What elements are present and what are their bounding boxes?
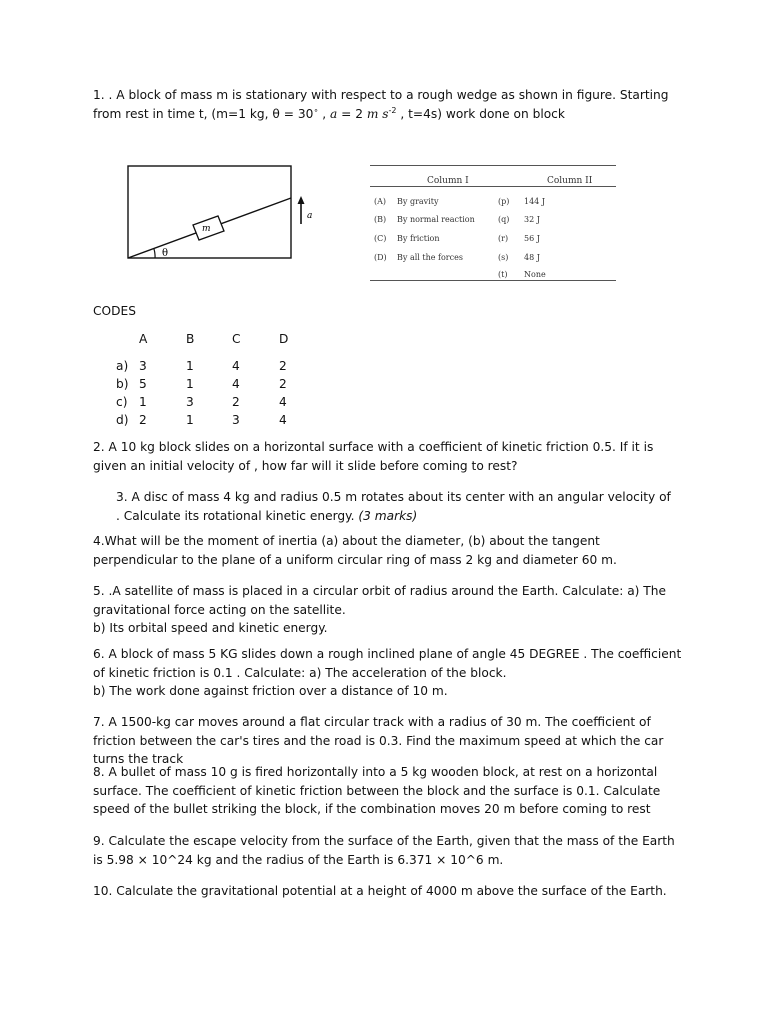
- codes-row-label: c): [116, 395, 128, 409]
- codes-cell: 2: [279, 359, 287, 373]
- codes-cell: 4: [232, 359, 240, 373]
- question-9: 9. Calculate the escape velocity from the surface of the Earth, given that the mass of the Earth is 5.98 × 10^24 kg and the radius of the Earth is 6.371 × 10^6 m.: [93, 834, 675, 867]
- row-q-key: (q): [498, 215, 510, 224]
- codes-cell: 4: [232, 377, 240, 391]
- row-c-text: By friction: [397, 234, 440, 243]
- acceleration-arrow-icon: [298, 196, 305, 224]
- angle-arc: [154, 249, 155, 258]
- codes-cell: 3: [186, 395, 194, 409]
- acceleration-label: a: [307, 211, 313, 221]
- q1-math-eq: = 2: [337, 106, 367, 121]
- codes-row-label: a): [116, 359, 129, 373]
- question-2: 2. A 10 kg block slides on a horizontal surface with a coefficient of kinetic friction 0.5. If it is given an initial velocity of , how far will it slide before coming to rest?: [93, 440, 654, 473]
- row-s-key: (s): [498, 253, 509, 262]
- angle-label: θ: [162, 248, 169, 259]
- question-7: 7. A 1500-kg car moves around a flat circular track with a radius of 30 m. The coefficient of friction between the car's tires and the road is 0.3. Find the maximum speed at which the car turns the track: [93, 715, 664, 767]
- codes-header-b: B: [186, 332, 195, 346]
- question-3: [116, 488, 676, 525]
- row-p-text: 144 J: [524, 197, 546, 206]
- row-t-key: (t): [498, 270, 508, 279]
- column-1-header: Column I: [427, 176, 469, 186]
- codes-cell: 1: [186, 359, 194, 373]
- codes-cell: 1: [139, 395, 147, 409]
- row-q-text: 32 J: [524, 215, 540, 224]
- codes-header-a: A: [139, 332, 148, 346]
- codes-header-d: D: [279, 332, 289, 346]
- table-bottom-rule: [370, 280, 616, 281]
- q1-math-units: m s: [366, 106, 389, 121]
- q1-mid: ,: [318, 106, 330, 121]
- codes-cell: 3: [139, 359, 147, 373]
- row-s-text: 48 J: [524, 253, 540, 262]
- column-matching-table: [370, 165, 620, 281]
- codes-cell: 3: [232, 413, 240, 427]
- question-4: 4.What will be the moment of inertia (a) about the diameter, (b) about the tangent perpendicular to the plane of a uniform circular ring of mass 2 kg and diameter 60 m.: [93, 534, 617, 567]
- block-label: m: [202, 224, 211, 234]
- column-2-header: Column II: [547, 176, 593, 186]
- row-b-key: (B): [374, 215, 387, 224]
- row-r-text: 56 J: [524, 234, 540, 243]
- codes-header-c: C: [232, 332, 241, 346]
- q5-line-1: 5. .A satellite of mass is placed in a circular orbit of radius around the Earth. Calculate: a) The gravitational force acting on the satellite.: [93, 584, 666, 617]
- codes-cell: 1: [186, 413, 194, 427]
- row-r-key: (r): [498, 234, 509, 243]
- codes-row-label: b): [116, 377, 129, 391]
- question-8: 8. A bullet of mass 10 g is fired horizontally into a 5 kg wooden block, at rest on a horizontal surface. The coefficient of kinetic friction between the block and the surface is 0.1. Calculate speed of the bullet striking the block, if the combination moves 20 m before coming to rest: [93, 765, 661, 817]
- codes-cell: 2: [279, 377, 287, 391]
- codes-cell: 2: [139, 413, 147, 427]
- codes-label: CODES: [93, 304, 136, 318]
- row-d-text: By all the forces: [397, 253, 463, 262]
- codes-cell: 4: [279, 395, 287, 409]
- table-top-rule: [370, 165, 616, 166]
- q1-degree: ∘: [313, 105, 319, 115]
- row-c-key: (C): [374, 234, 387, 243]
- q3-marks: (3 marks): [358, 508, 418, 523]
- codes-cell: 4: [279, 413, 287, 427]
- row-p-key: (p): [498, 197, 510, 206]
- q1-text-prefix: 1. . A block of mass m is stationary with respect to a rough wedge as shown in figure. Starting from rest in time t, (m=1 kg, θ = 30: [93, 88, 669, 121]
- q5-line-2: b) Its orbital speed and kinetic energy.: [93, 621, 328, 636]
- codes-row-label: d): [116, 413, 129, 427]
- row-b-text: By normal reaction: [397, 215, 475, 224]
- q1-text-suffix: , t=4s) work done on block: [396, 106, 565, 121]
- row-a-text: By gravity: [397, 197, 439, 206]
- question-10: 10. Calculate the gravitational potential at a height of 4000 m above the surface of the Earth.: [93, 884, 667, 898]
- question-1: [93, 86, 683, 123]
- row-t-text: None: [524, 270, 546, 279]
- q1-exponent: -2: [388, 105, 397, 115]
- wedge-figure: [127, 164, 327, 264]
- q6-line-1: 6. A block of mass 5 KG slides down a rough inclined plane of angle 45 DEGREE . The coefficient of kinetic friction is 0.1 . Calculate: a) The acceleration of the block.: [93, 647, 682, 680]
- wedge-frame: [128, 166, 291, 258]
- codes-cell: 2: [232, 395, 240, 409]
- question-6: [93, 645, 683, 701]
- block-on-incline: [193, 216, 224, 240]
- q6-line-2: b) The work done against friction over a distance of 10 m.: [93, 684, 448, 699]
- q3-text: 3. A disc of mass 4 kg and radius 0.5 m rotates about its center with an angular velocity of . Calculate its rotational kinetic energy.: [116, 490, 671, 523]
- q1-math-a: a: [329, 106, 338, 121]
- row-a-key: (A): [374, 197, 387, 206]
- question-5: [93, 582, 683, 638]
- table-header-rule: [370, 186, 616, 187]
- codes-cell: 1: [186, 377, 194, 391]
- codes-cell: 5: [139, 377, 147, 391]
- row-d-key: (D): [374, 253, 387, 262]
